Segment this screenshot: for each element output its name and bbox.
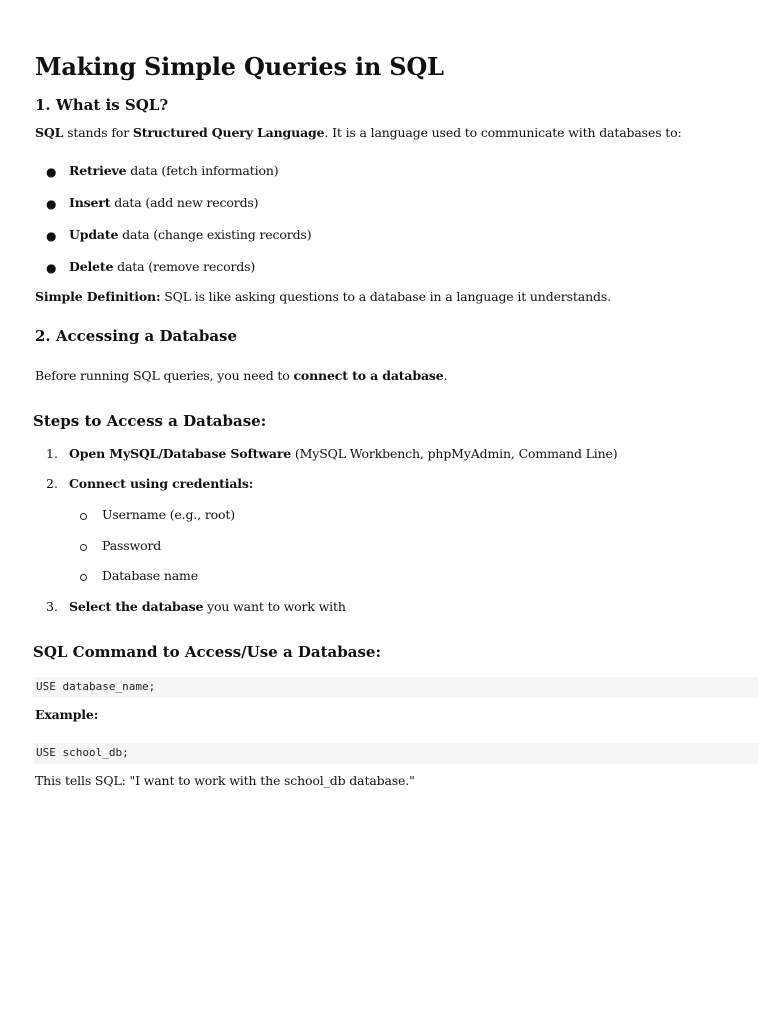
list-item-bold: Update <box>69 227 119 242</box>
list-item-bold: Delete <box>69 259 114 274</box>
code-block-example <box>33 743 758 764</box>
list-item <box>69 227 311 242</box>
step-bold: Select the database <box>69 599 204 614</box>
sql-term: SQL <box>35 125 64 140</box>
step-number: 1. <box>46 446 58 461</box>
sql-intro-paragraph <box>35 125 682 140</box>
definition-label: Simple Definition: <box>35 289 161 304</box>
bullet-marker: ● <box>46 165 57 179</box>
simple-definition <box>35 289 611 304</box>
step-item <box>69 446 618 461</box>
list-item-text: data (add new records) <box>110 195 259 210</box>
list-item-bold: Insert <box>69 195 111 210</box>
section-heading-accessing-database: 2. Accessing a Database <box>35 327 238 345</box>
step-text: (MySQL Workbench, phpMyAdmin, Command Line) <box>291 446 618 461</box>
sub-list-item: Password <box>102 538 162 553</box>
steps-heading: Steps to Access a Database: <box>33 412 267 430</box>
list-item-text: data (fetch information) <box>126 163 279 178</box>
sql-intro-rest: . It is a language used to communicate with databases to: <box>324 125 682 140</box>
command-heading: SQL Command to Access/Use a Database: <box>33 643 382 661</box>
sub-bullet-marker <box>80 544 87 551</box>
step-item <box>69 599 346 614</box>
code-text: USE database_name; <box>36 680 156 693</box>
bullet-marker: ● <box>46 261 57 275</box>
list-item <box>69 195 258 210</box>
list-item-text: data (remove records) <box>113 259 256 274</box>
step-item <box>69 476 253 491</box>
step-number: 3. <box>46 599 58 614</box>
step-bold: Connect using credentials: <box>69 476 254 491</box>
list-item-bold: Retrieve <box>69 163 127 178</box>
bullet-marker: ● <box>46 197 57 211</box>
sql-intro-mid: stands for <box>63 125 133 140</box>
accessing-intro-text: Before running SQL queries, you need to <box>35 368 294 383</box>
list-item <box>69 259 255 274</box>
code-text: USE school_db; <box>36 746 129 759</box>
definition-text: SQL is like asking questions to a database in a language it understands. <box>160 289 611 304</box>
page-title: Making Simple Queries in SQL <box>35 52 444 81</box>
sub-list-item: Database name <box>102 568 198 583</box>
step-text: you want to work with <box>203 599 346 614</box>
sql-expansion: Structured Query Language <box>132 125 325 140</box>
example-label <box>35 707 98 722</box>
accessing-intro-end: . <box>443 368 448 383</box>
example-label-text: Example: <box>35 707 99 722</box>
accessing-intro-bold: connect to a database <box>293 368 444 383</box>
step-number: 2. <box>46 476 58 491</box>
sub-bullet-marker <box>80 574 87 581</box>
list-item-text: data (change existing records) <box>118 227 312 242</box>
code-block-use-database <box>33 677 758 698</box>
closing-paragraph: This tells SQL: "I want to work with the school_db database." <box>35 773 415 788</box>
sub-bullet-marker <box>80 513 87 520</box>
section-heading-what-is-sql: 1. What is SQL? <box>35 96 169 114</box>
sub-list-item: Username (e.g., root) <box>102 507 235 522</box>
list-item <box>69 163 278 178</box>
bullet-marker: ● <box>46 229 57 243</box>
step-bold: Open MySQL/Database Software <box>69 446 292 461</box>
accessing-intro-paragraph <box>35 368 447 383</box>
